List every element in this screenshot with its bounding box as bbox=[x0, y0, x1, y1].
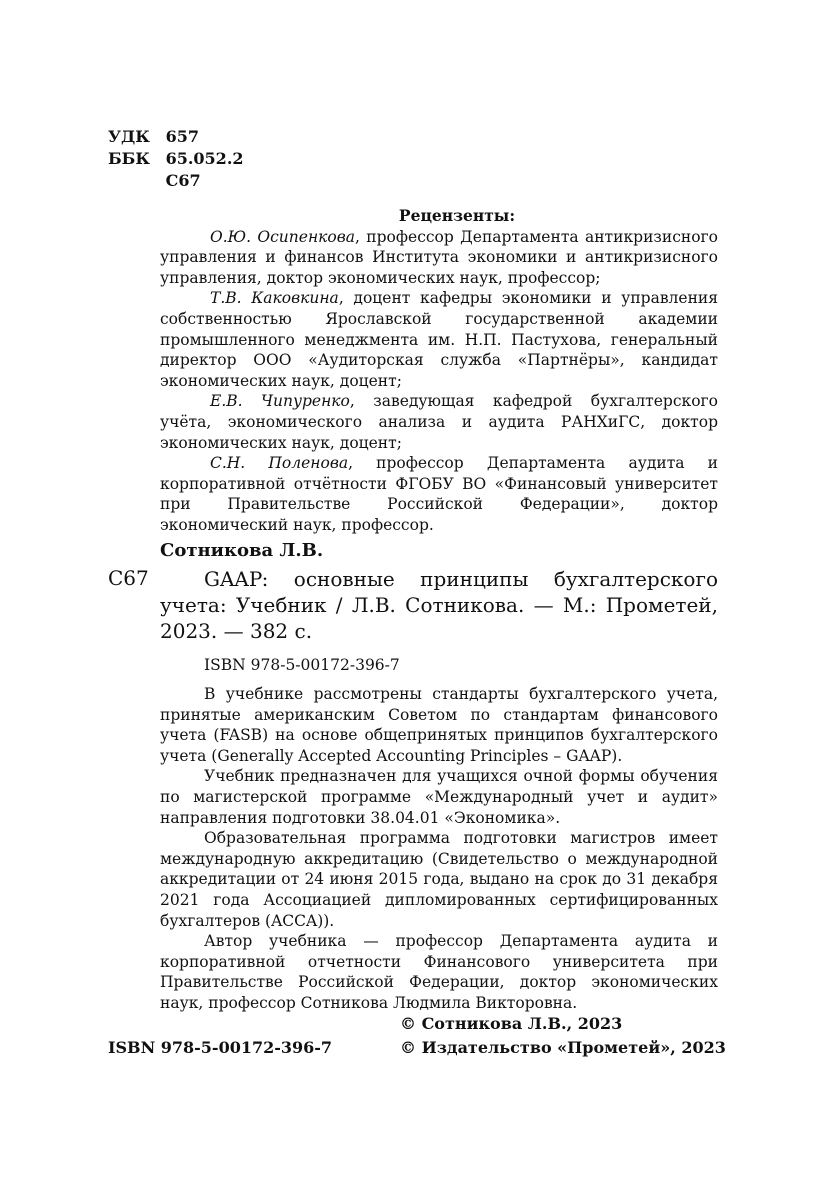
reviewer-name: О.Ю. Осипенкова bbox=[210, 227, 356, 246]
reviewer-entry: С.Н. Поленова, профессор Департамента аудита и корпоративной отчётности ФГОБУ ВО «Финансовый университет при Правительстве Российской Федерации», доктор экономический наук, профессор. bbox=[160, 454, 719, 534]
book-code: С67 bbox=[108, 566, 149, 590]
bbk-label: ББК bbox=[108, 149, 150, 168]
abstract-paragraph: В учебнике рассмотрены стандарты бухгалтерского учета, принятые американским Советом по стандартам финансового учета (FASB) на основе общепринятых принципов бухгалтерского учета (Generally Accepted Accounting Principles – GAAP). bbox=[160, 685, 718, 765]
reviewer-entry: О.Ю. Осипенкова, профессор Департамента антикризисного управления и финансов Института экономики и антикризисного управления, доктор экономических наук, профессор; bbox=[160, 227, 718, 287]
author-mark: С67 bbox=[165, 171, 201, 190]
abstract-paragraph: Автор учебника — профессор Департамента аудита и корпоративной отчетности Финансового университета при Правительстве Российской Федерации, доктор экономических наук, профессор Сотникова Людмила Викторовна. bbox=[160, 932, 718, 1012]
reviewer-name: С.Н. Поленова bbox=[210, 454, 349, 473]
reviewer-name: Т.В. Каковкина bbox=[210, 289, 339, 308]
copyright-publisher: © Издательство «Прометей», 2023 bbox=[400, 1038, 726, 1057]
udk-label: УДК bbox=[108, 127, 150, 146]
copyright-block bbox=[400, 1012, 726, 1060]
abstract-paragraph: Учебник предназначен для учащихся очной формы обучения по магистерской программе «Международный учет и аудит» направления подготовки 38.04.01 «Экономика». bbox=[160, 767, 718, 827]
bbk-value: 65.052.2 bbox=[165, 149, 244, 168]
reviewer-entry: Е.В. Чипуренко, заведующая кафедрой бухгалтерского учёта, экономического анализа и аудита РАНХиГС, доктор экономических наук, доцент; bbox=[160, 392, 718, 452]
reviewer-name: Е.В. Чипуренко bbox=[210, 392, 350, 411]
reviewer-entry: Т.В. Каковкина, доцент кафедры экономики и управления собственностью Ярославской государственной академии промышленного менеджмента им. Н.П. Пастухова, генеральный директор ООО «Аудиторская служба «Партнёры», кандидат экономических наук, доцент; bbox=[160, 289, 719, 390]
reviewers-block bbox=[160, 206, 718, 536]
abstract-block bbox=[160, 684, 718, 1014]
book-isbn: ISBN 978-5-00172-396-7 bbox=[204, 656, 400, 674]
book-author: Сотникова Л.В. bbox=[160, 540, 324, 561]
udk-value: 657 bbox=[165, 127, 199, 146]
footer-isbn: ISBN 978-5-00172-396-7 bbox=[108, 1038, 333, 1057]
book-title-text: GAAP: основные принципы бухгалтерского учета: Учебник / Л.В. Сотникова. — М.: Прометей, 2023. — 382 с. bbox=[160, 567, 718, 643]
classification-block bbox=[108, 126, 244, 192]
reviewers-title: Рецензенты: bbox=[398, 206, 516, 225]
abstract-paragraph: Образовательная программа подготовки магистров имеет международную аккредитацию (Свидетельство о международной аккредитации от 24 июня 2015 года, выдано на срок до 31 декабря 2021 года Ассоциацией дипломированных сертифицированных бухгалтеров (ACCA)). bbox=[160, 829, 718, 930]
copyright-author: © Сотникова Л.В., 2023 bbox=[400, 1014, 623, 1033]
book-title bbox=[160, 566, 718, 644]
